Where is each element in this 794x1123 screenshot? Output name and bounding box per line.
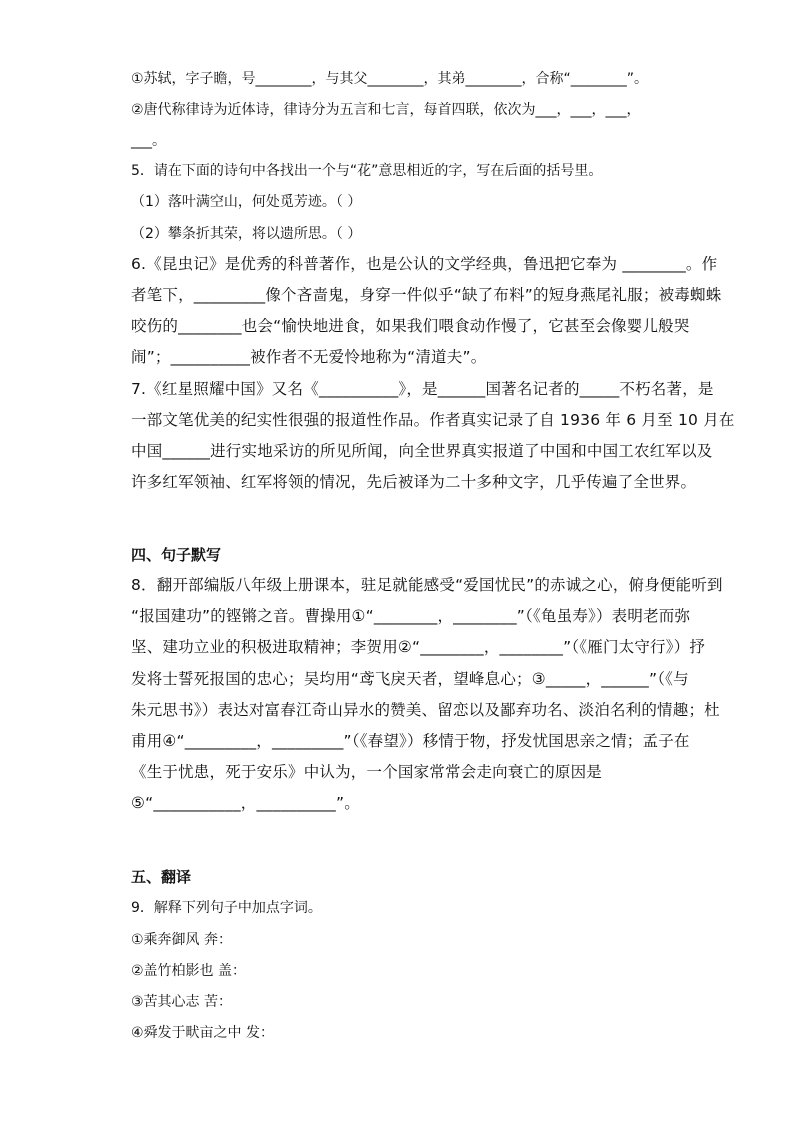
q6-line-3: 咬伤的________也会“愉快地进食，如果我们喂食动作慢了，它甚至会像婴儿般哭: [131, 317, 690, 335]
q7-line-2: 一部文笔优美的纪实性很强的报道性作品。作者真实记录了自 1936 年 6 月至 10 月在: [131, 411, 735, 429]
q6-line-1: 6.《昆虫记》是优秀的科普著作，也是公认的文学经典，鲁迅把它奉为 ________。作: [131, 255, 718, 273]
q9-prompt: 9．解释下列句子中加点字词。: [131, 900, 322, 916]
q7-line-3: 中国______进行实地采访的所见所闻，向全世界真实报道了中国和中国工农红军以及: [131, 442, 713, 460]
q9-item-1: ①乘奔御风 奔：: [131, 932, 233, 948]
q6-line-2: 者笔下，_________像个吝啬鬼，身穿一件似乎“缺了布料”的短身燕尾礼服；被毒蜘蛛: [131, 286, 722, 304]
q8-line-6: 甫用④“_________，_________”（《春望》）移情于物，抒发忧国思亲之情；孟子在: [131, 732, 690, 750]
q8-line-3: 坚、建功立业的积极进取精神；李贺用②“________，________”（《雁门太守行》）抒: [131, 638, 706, 656]
q6-line-4: 闹”；__________被作者不无爱怜地称为“清道夫”。: [131, 348, 487, 366]
q8-line-5: 朱元思书》）表达对富春江奇山异水的赞美、留恋以及鄙弃功名、淡泊名利的情趣；杜: [131, 701, 720, 719]
q7-line-4: 许多红军领袖、红军将领的情况，先后被译为二十多种文字，几乎传遍了全世界。: [131, 473, 697, 491]
q8-line-7: 《生于忧患，死于安乐》中认为，一个国家常常会走向衰亡的原因是: [131, 763, 603, 781]
q5-item-2: （2）攀条折其荣，将以遗所思。（ ）: [131, 226, 362, 242]
q9-item-2: ②盖竹柏影也 盖：: [131, 963, 247, 979]
section-heading-sentence-dictation: 四、句子默写: [131, 546, 222, 564]
q8-line-8: ⑤“___________，__________”。: [131, 794, 360, 812]
q8-line-2: “报国建功”的铿锵之音。曹操用①“________，________”（《龟虽寿》）表明老而弥: [131, 607, 691, 625]
q4-item-2-text: ②唐代称律诗为近体诗，律诗分为五言和七言，每首四联，依次为___，___，___，: [131, 102, 641, 118]
q8-line-1: 8．翻开部编版八年级上册课本，驻足就能感受“爱国忧民”的赤诚之心，俯身便能听到: [131, 576, 723, 594]
q5-prompt: 5．请在下面的诗句中各找出一个与“花”意思相近的字，写在后面的括号里。: [131, 163, 603, 179]
section-heading-translation: 五、翻译: [131, 868, 192, 886]
q4-item-1-text: ①苏轼，字子瞻，号________，与其父________，其弟________，合称“________”。: [131, 71, 649, 87]
q9-item-3: ③苦其心志 苦：: [131, 994, 233, 1010]
q7-line-1: 7.《红星照耀中国》又名《__________》，是______国著名记者的_____不朽名著，是: [131, 380, 714, 398]
q8-line-4: 发将士誓死报国的忠心；吴均用“鸢飞戾天者，望峰息心；③_____，______”（《与: [131, 670, 689, 688]
q4-item-2-continuation: ___。: [131, 133, 166, 149]
q9-item-4: ④舜发于畎亩之中 发：: [131, 1025, 275, 1041]
q5-item-1: （1）落叶满空山，何处觅芳迹。（ ）: [131, 194, 362, 210]
